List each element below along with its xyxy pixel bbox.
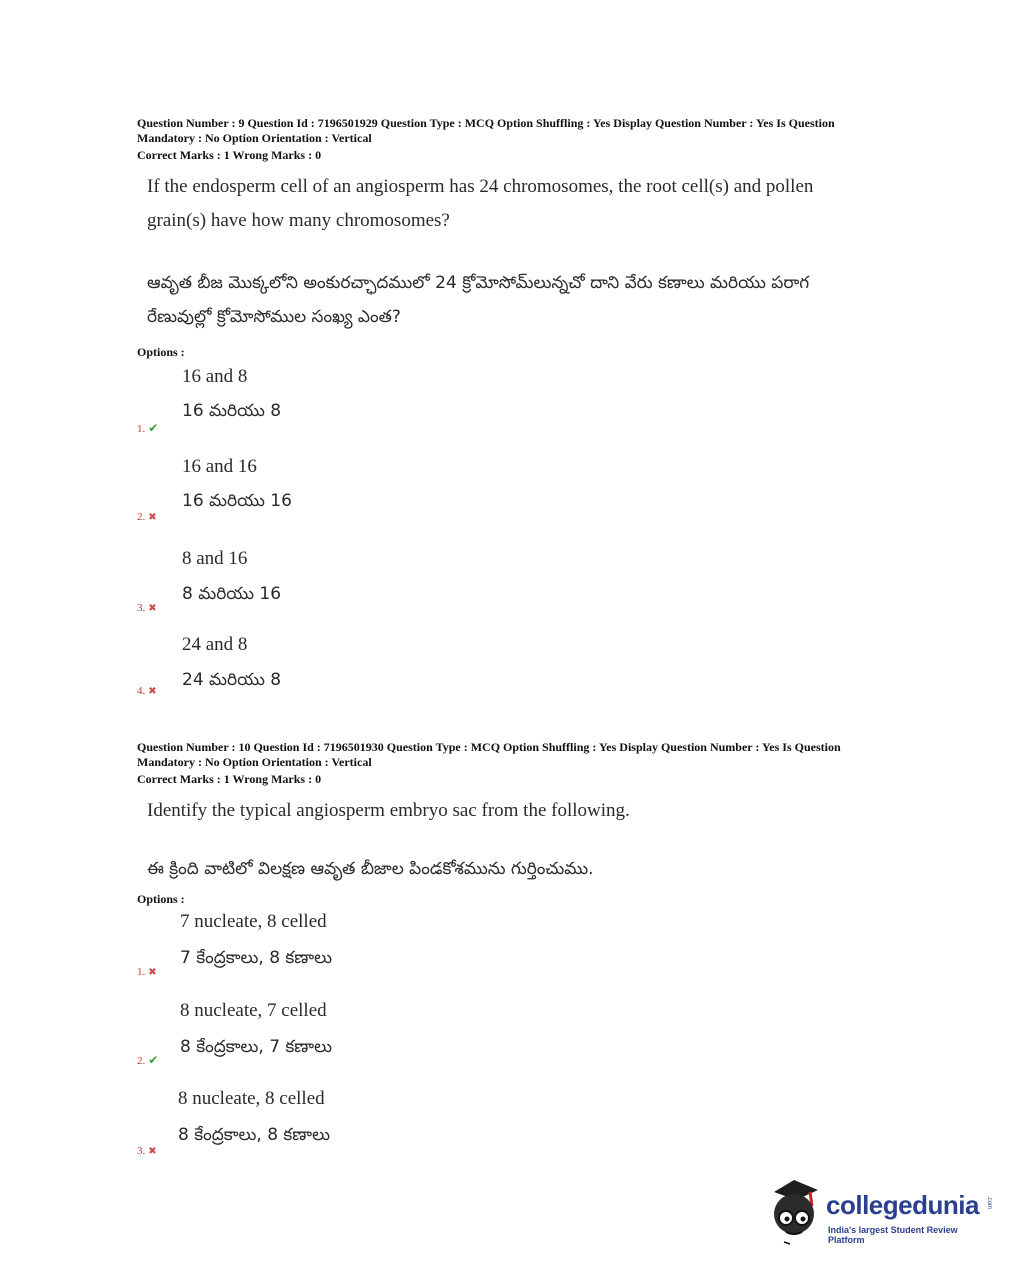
option-number: 4. ✖	[137, 685, 157, 697]
check-icon: ✔	[148, 1053, 159, 1067]
option-number: 3. ✖	[137, 1145, 157, 1157]
option-text-te: 24 మరియు 8	[182, 670, 282, 690]
option-text-te: 7 కేంద్రకాలు, 8 కణాలు	[180, 948, 333, 968]
question-text-en: Identify the typical angiosperm embryo sac from the following.	[147, 800, 630, 821]
option-text-te: 8 కేంద్రకాలు, 7 కణాలు	[180, 1037, 333, 1057]
option-number: 2. ✔	[137, 1053, 159, 1067]
logo-domain: .com	[986, 1196, 992, 1210]
option-text-en: 16 and 8	[182, 366, 248, 387]
cross-icon: ✖	[148, 966, 157, 978]
options-label: Options :	[137, 345, 185, 359]
option-text-te: 16 మరియు 8	[182, 401, 282, 421]
option-text-en: 24 and 8	[182, 634, 248, 655]
question-meta: Question Number : 10 Question Id : 7196501930 Question Type : MCQ Option Shuffling : Yes Display Question Number : Yes Is Question Mandatory : No Option Orientation : Vertical Correct Marks : 1 Wrong Marks : 0	[137, 740, 841, 786]
logo-wordmark: collegedunia	[826, 1190, 979, 1220]
cross-icon: ✖	[148, 1145, 157, 1157]
question-text-te: ఈ క్రింది వాటిలో విలక్షణ ఆవృత బీజాల పిండకోశమును గుర్తించుము.	[147, 859, 594, 879]
collegedunia-logo	[766, 1178, 996, 1248]
option-text-te: 8 కేంద్రకాలు, 8 కణాలు	[178, 1125, 331, 1145]
question-text-te: ఆవృత బీజ మొక్కలోని అంకురచ్ఛాదములో 24 క్రోమోసోమ్‌లున్నచో దాని వేరు కణాలు మరియు పరాగ రేణువుల్లో క్రోమోసోముల సంఖ్య ఎంత?	[147, 273, 810, 327]
cross-icon: ✖	[148, 511, 157, 523]
question-meta: Question Number : 9 Question Id : 7196501929 Question Type : MCQ Option Shuffling : Yes Display Question Number : Yes Is Question Mandatory : No Option Orientation : Vertical Correct Marks : 1 Wrong Marks : 0	[137, 116, 835, 162]
option-number: 2. ✖	[137, 511, 157, 523]
options-label: Options :	[137, 892, 185, 906]
cross-icon: ✖	[148, 602, 157, 614]
option-number: 1. ✖	[137, 966, 157, 978]
cross-icon: ✖	[148, 685, 157, 697]
option-text-en: 7 nucleate, 8 celled	[180, 911, 327, 932]
option-text-en: 16 and 16	[182, 456, 257, 477]
option-text-te: 8 మరియు 16	[182, 584, 282, 604]
option-number: 3. ✖	[137, 602, 157, 614]
logo-tagline: India's largest Student Review Platform	[828, 1225, 958, 1245]
option-text-en: 8 nucleate, 7 celled	[180, 1000, 327, 1021]
check-icon: ✔	[148, 421, 159, 435]
option-number: 1. ✔	[137, 421, 159, 435]
option-text-en: 8 and 16	[182, 548, 248, 569]
mascot-icon	[766, 1178, 826, 1246]
question-text-en: If the endosperm cell of an angiosperm has 24 chromosomes, the root cell(s) and pollen grain(s) have how many chromosomes?	[147, 176, 814, 231]
option-text-te: 16 మరియు 16	[182, 491, 292, 511]
option-text-en: 8 nucleate, 8 celled	[178, 1088, 325, 1109]
